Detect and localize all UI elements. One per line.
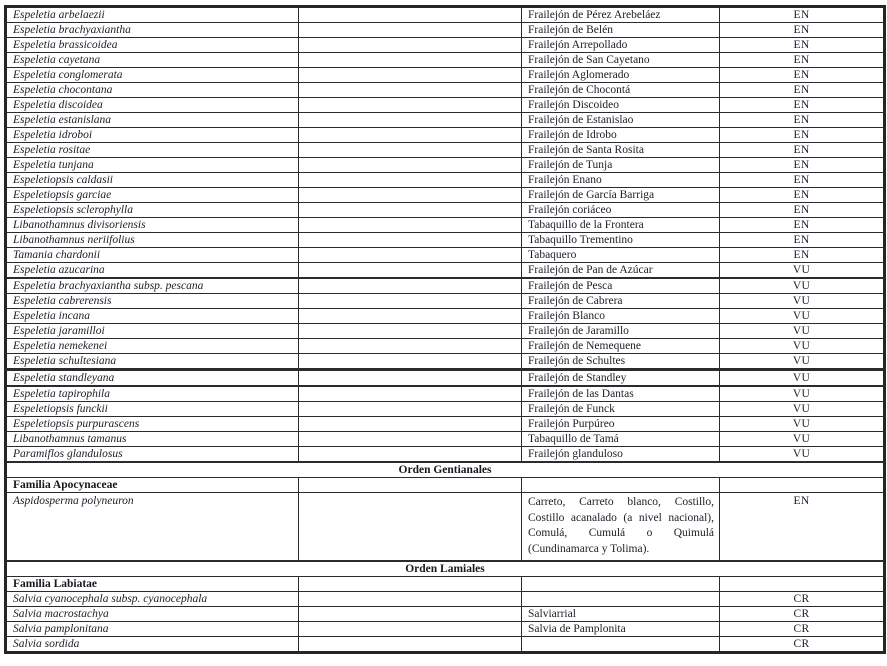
species-row: [6, 143, 885, 158]
scientific-name-cell: Espeletia brachyaxiantha: [6, 23, 299, 38]
species-row: [6, 637, 885, 653]
scientific-name-cell: Salvia macrostachya: [6, 607, 299, 622]
empty-cell: [299, 23, 522, 38]
common-name-cell: Frailejón de Nemequene: [522, 339, 720, 354]
common-name-cell: Frailejón de García Barriga: [522, 188, 720, 203]
family-header-label: Familia Apocynaceae: [6, 478, 299, 493]
scientific-name-cell: Espeletia standleyana: [6, 370, 299, 387]
scientific-name-cell: Espeletia brassicoidea: [6, 38, 299, 53]
empty-cell: [299, 188, 522, 203]
scientific-name-cell: Tamania chardonii: [6, 248, 299, 263]
status-cell: VU: [720, 309, 885, 324]
scientific-name-cell: Espeletia discoidea: [6, 98, 299, 113]
species-row: [6, 592, 885, 607]
species-row: [6, 354, 885, 370]
species-row: [6, 218, 885, 233]
species-row: [6, 370, 885, 387]
common-name-cell: Frailejón de San Cayetano: [522, 53, 720, 68]
species-row: [6, 607, 885, 622]
status-cell: EN: [720, 113, 885, 128]
empty-cell: [299, 493, 522, 562]
status-cell: EN: [720, 68, 885, 83]
status-cell: EN: [720, 493, 885, 562]
common-name-cell: Frailejón de Tunja: [522, 158, 720, 173]
scientific-name-cell: Espeletia estanislana: [6, 113, 299, 128]
empty-cell: [299, 622, 522, 637]
common-name-cell: Tabaquillo Trementino: [522, 233, 720, 248]
status-cell: EN: [720, 173, 885, 188]
status-cell: EN: [720, 128, 885, 143]
empty-cell: [299, 38, 522, 53]
empty-cell: [299, 203, 522, 218]
species-row: [6, 622, 885, 637]
status-cell: VU: [720, 294, 885, 309]
status-cell: VU: [720, 432, 885, 447]
order-header-label: Orden Lamiales: [6, 561, 885, 577]
status-cell: CR: [720, 607, 885, 622]
status-cell: EN: [720, 218, 885, 233]
empty-cell: [299, 432, 522, 447]
species-row: [6, 386, 885, 402]
scientific-name-cell: Espeletiopsis sclerophylla: [6, 203, 299, 218]
species-row: [6, 417, 885, 432]
common-name-cell: Frailejón de Funck: [522, 402, 720, 417]
empty-cell: [299, 83, 522, 98]
empty-cell: [299, 68, 522, 83]
species-row: [6, 98, 885, 113]
scientific-name-cell: Salvia cyanocephala subsp. cyanocephala: [6, 592, 299, 607]
empty-cell: [299, 324, 522, 339]
common-name-cell: Frailejón Arrepollado: [522, 38, 720, 53]
common-name-cell: Tabaquillo de la Frontera: [522, 218, 720, 233]
species-row: [6, 188, 885, 203]
status-cell: CR: [720, 592, 885, 607]
empty-cell: [299, 577, 522, 592]
scientific-name-cell: Espeletia cayetana: [6, 53, 299, 68]
species-row: [6, 68, 885, 83]
scientific-name-cell: Espeletia arbelaezii: [6, 7, 299, 23]
empty-cell: [299, 173, 522, 188]
scientific-name-cell: Espeletia idroboi: [6, 128, 299, 143]
status-cell: VU: [720, 278, 885, 294]
common-name-cell: [522, 592, 720, 607]
scientific-name-cell: Espeletia azucarina: [6, 263, 299, 279]
status-cell: EN: [720, 248, 885, 263]
species-row: [6, 309, 885, 324]
status-cell: CR: [720, 622, 885, 637]
common-name-cell: Frailejón de Belén: [522, 23, 720, 38]
empty-cell: [299, 478, 522, 493]
empty-cell: [299, 113, 522, 128]
empty-cell: [299, 354, 522, 370]
common-name-cell: Frailejón de Pérez Arebeláez: [522, 7, 720, 23]
empty-cell: [299, 607, 522, 622]
common-name-cell: Frailejón Purpúreo: [522, 417, 720, 432]
empty-cell: [299, 143, 522, 158]
species-table-body: [6, 7, 885, 653]
common-name-cell: Frailejón Discoideo: [522, 98, 720, 113]
scientific-name-cell: Espeletia cabrerensis: [6, 294, 299, 309]
family-header-row: [6, 478, 885, 493]
status-cell: VU: [720, 263, 885, 279]
species-row: [6, 278, 885, 294]
empty-cell: [299, 278, 522, 294]
status-cell: EN: [720, 143, 885, 158]
common-name-cell: Frailejón de Idrobo: [522, 128, 720, 143]
status-cell: EN: [720, 53, 885, 68]
empty-cell: [299, 233, 522, 248]
species-row: [6, 447, 885, 463]
empty-cell: [299, 158, 522, 173]
status-cell: EN: [720, 158, 885, 173]
status-cell: EN: [720, 7, 885, 23]
empty-cell: [299, 98, 522, 113]
scientific-name-cell: Espeletia rositae: [6, 143, 299, 158]
empty-cell: [299, 7, 522, 23]
status-cell: EN: [720, 38, 885, 53]
species-table: [4, 5, 886, 654]
status-cell: VU: [720, 402, 885, 417]
empty-cell: [299, 53, 522, 68]
empty-cell: [299, 386, 522, 402]
common-name-cell: Frailejón de Jaramillo: [522, 324, 720, 339]
common-name-cell: Salviarrial: [522, 607, 720, 622]
scientific-name-cell: Espeletiopsis caldasii: [6, 173, 299, 188]
species-row: [6, 263, 885, 279]
common-name-cell: Tabaquero: [522, 248, 720, 263]
empty-cell: [299, 637, 522, 653]
scientific-name-cell: Espeletiopsis purpurascens: [6, 417, 299, 432]
family-header-row: [6, 577, 885, 592]
empty-cell: [299, 309, 522, 324]
status-cell: VU: [720, 386, 885, 402]
status-cell: VU: [720, 370, 885, 387]
scientific-name-cell: Aspidosperma polyneuron: [6, 493, 299, 562]
species-row: [6, 339, 885, 354]
species-row: [6, 324, 885, 339]
species-row: [6, 38, 885, 53]
status-cell: EN: [720, 233, 885, 248]
order-header-row: [6, 462, 885, 478]
empty-cell: [522, 478, 720, 493]
common-name-cell: Frailejón de Standley: [522, 370, 720, 387]
species-row: [6, 233, 885, 248]
species-row: [6, 53, 885, 68]
scientific-name-cell: Libanothamnus neriifolius: [6, 233, 299, 248]
status-cell: EN: [720, 188, 885, 203]
scientific-name-cell: Espeletiopsis garciae: [6, 188, 299, 203]
common-name-cell: Frailejón de Pesca: [522, 278, 720, 294]
species-row: [6, 294, 885, 309]
empty-cell: [522, 577, 720, 592]
status-cell: VU: [720, 417, 885, 432]
status-cell: VU: [720, 324, 885, 339]
common-name-cell: Salvia de Pamplonita: [522, 622, 720, 637]
species-row: [6, 7, 885, 23]
species-row: [6, 83, 885, 98]
scientific-name-cell: Espeletia tunjana: [6, 158, 299, 173]
empty-cell: [299, 294, 522, 309]
scientific-name-cell: Salvia pamplonitana: [6, 622, 299, 637]
species-row: [6, 493, 885, 562]
empty-cell: [299, 263, 522, 279]
empty-cell: [299, 128, 522, 143]
scientific-name-cell: Espeletia nemekenei: [6, 339, 299, 354]
species-row: [6, 158, 885, 173]
common-name-cell: Frailejón de Schultes: [522, 354, 720, 370]
empty-cell: [720, 478, 885, 493]
scientific-name-cell: Espeletia brachyaxiantha subsp. pescana: [6, 278, 299, 294]
status-cell: VU: [720, 339, 885, 354]
scientific-name-cell: Espeletia jaramilloi: [6, 324, 299, 339]
common-name-cell: Frailejón de Pan de Azúcar: [522, 263, 720, 279]
empty-cell: [299, 339, 522, 354]
species-row: [6, 402, 885, 417]
empty-cell: [299, 402, 522, 417]
scientific-name-cell: Espeletiopsis funckii: [6, 402, 299, 417]
scientific-name-cell: Espeletia schultesiana: [6, 354, 299, 370]
scientific-name-cell: Libanothamnus divisoriensis: [6, 218, 299, 233]
scientific-name-cell: Paramiflos glandulosus: [6, 447, 299, 463]
status-cell: EN: [720, 203, 885, 218]
common-name-cell: Frailejón Enano: [522, 173, 720, 188]
common-name-cell: Frailejón de Santa Rosita: [522, 143, 720, 158]
scientific-name-cell: Espeletia chocontana: [6, 83, 299, 98]
common-name-cell: Frailejón glanduloso: [522, 447, 720, 463]
empty-cell: [299, 218, 522, 233]
empty-cell: [299, 592, 522, 607]
scientific-name-cell: Espeletia conglomerata: [6, 68, 299, 83]
status-cell: EN: [720, 83, 885, 98]
common-name-cell: [522, 637, 720, 653]
empty-cell: [299, 417, 522, 432]
status-cell: VU: [720, 447, 885, 463]
common-name-cell: Frailejón Blanco: [522, 309, 720, 324]
common-name-cell: Frailejón de Chocontá: [522, 83, 720, 98]
species-row: [6, 248, 885, 263]
scientific-name-cell: Espeletia tapirophila: [6, 386, 299, 402]
status-cell: VU: [720, 354, 885, 370]
scientific-name-cell: Salvia sordida: [6, 637, 299, 653]
empty-cell: [299, 447, 522, 463]
common-name-cell: Frailejón de las Dantas: [522, 386, 720, 402]
species-row: [6, 113, 885, 128]
species-row: [6, 23, 885, 38]
common-name-cell: Tabaquillo de Tamá: [522, 432, 720, 447]
common-name-cell: Frailejón de Estanislao: [522, 113, 720, 128]
empty-cell: [720, 577, 885, 592]
order-header-label: Orden Gentianales: [6, 462, 885, 478]
species-row: [6, 173, 885, 188]
status-cell: EN: [720, 98, 885, 113]
species-row: [6, 128, 885, 143]
species-row: [6, 432, 885, 447]
common-name-cell: Carreto, Carreto blanco, Costillo, Costillo acanalado (a nivel nacional), Comulá, Cumulá o Quimulá (Cundinamarca y Tolima).: [522, 493, 720, 562]
species-row: [6, 203, 885, 218]
common-name-cell: Frailejón Aglomerado: [522, 68, 720, 83]
family-header-label: Familia Labiatae: [6, 577, 299, 592]
status-cell: CR: [720, 637, 885, 653]
scientific-name-cell: Libanothamnus tamanus: [6, 432, 299, 447]
common-name-cell: Frailejón coriáceo: [522, 203, 720, 218]
status-cell: EN: [720, 23, 885, 38]
scientific-name-cell: Espeletia incana: [6, 309, 299, 324]
common-name-cell: Frailejón de Cabrera: [522, 294, 720, 309]
order-header-row: [6, 561, 885, 577]
empty-cell: [299, 370, 522, 387]
empty-cell: [299, 248, 522, 263]
